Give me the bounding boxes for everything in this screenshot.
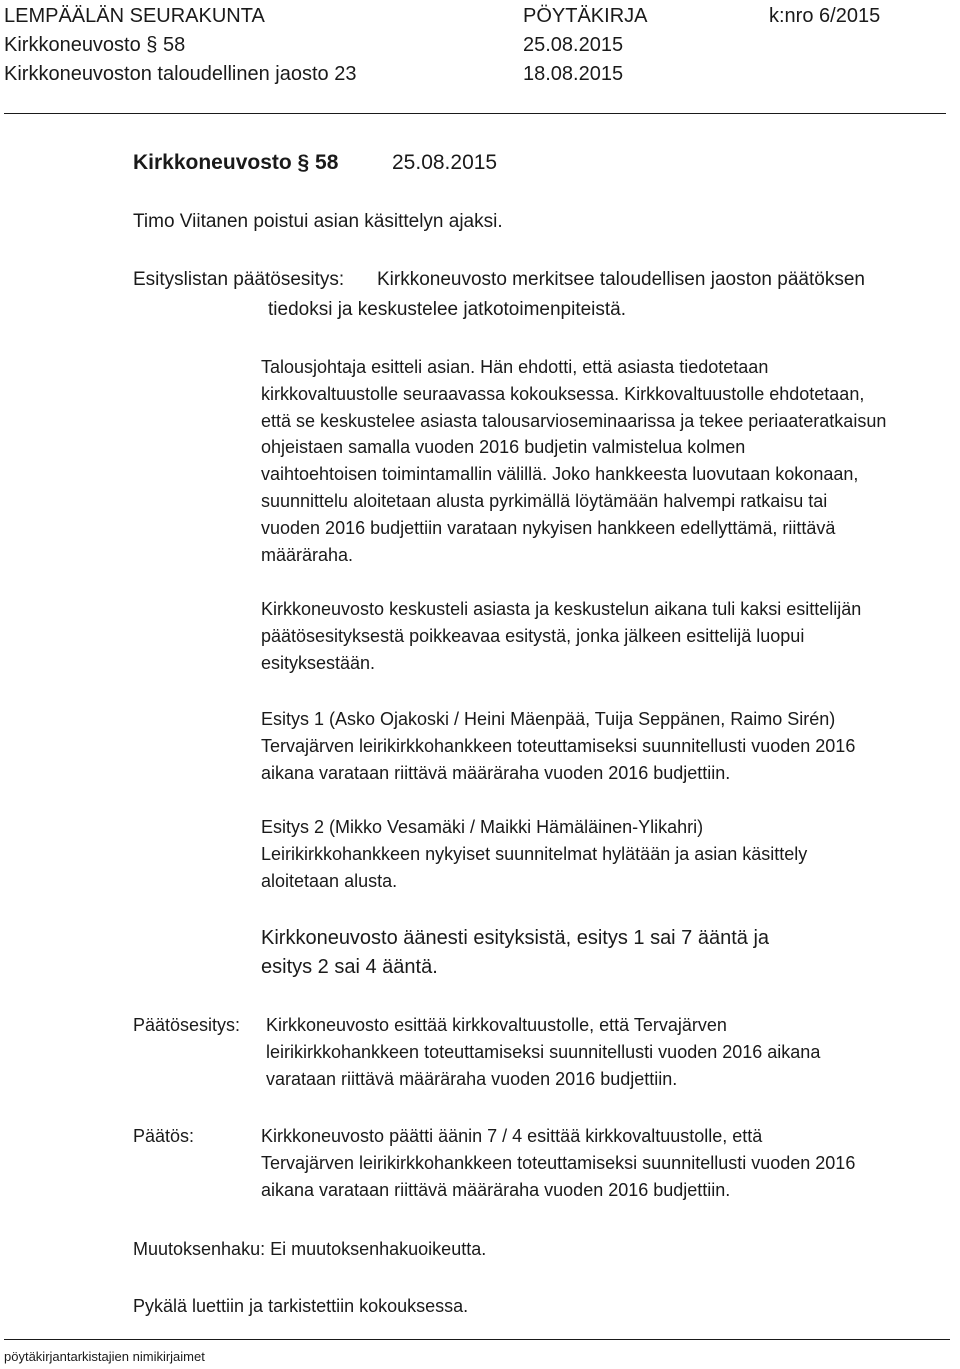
discussion-paragraph	[261, 596, 861, 676]
paragraph-line: Kirkkoneuvosto äänesti esityksistä, esitys 1 sai 7 ääntä ja	[261, 927, 770, 949]
paragraph-line: leirikirkkohankkeen toteuttamiseksi suunnitellusti vuoden 2016 aikana	[266, 1041, 821, 1062]
paragraph-line: esitys 2 sai 4 ääntä.	[261, 956, 438, 978]
paragraph-line: esityksestään.	[261, 652, 376, 673]
footer-initials-label: pöytäkirjantarkistajien nimikirjaimet	[4, 1349, 205, 1364]
paragraph-line: Esitys 1 (Asko Ojakoski / Heini Mäenpää, Tuija Seppänen, Raimo Sirén)	[261, 709, 836, 729]
agenda-proposal-line: tiedoksi ja keskustelee jatkotoimenpiteistä.	[268, 299, 627, 320]
paragraph-line: ohjeistaen samalla vuoden 2016 budjetin valmistelua kolmen	[261, 437, 746, 458]
paragraph-line: määräraha.	[261, 544, 354, 565]
section-title: Kirkkoneuvosto § 58	[133, 151, 339, 174]
doc-type: PÖYTÄKIRJA	[523, 5, 648, 27]
header-committee-date: 18.08.2015	[523, 63, 624, 85]
agenda-proposal-label: Esityslistan päätösesitys:	[133, 269, 345, 290]
agenda-proposal-line: Kirkkoneuvosto merkitsee taloudellisen jaoston päätöksen	[377, 269, 865, 290]
decision-label: Päätös:	[133, 1126, 195, 1146]
header-committee-label: Kirkkoneuvoston taloudellinen jaosto 23	[4, 63, 357, 85]
paragraph-line: aikana varataan riittävä määräraha vuoden 2016 budjettiin.	[261, 762, 731, 783]
recusal-note: Timo Viitanen poistui asian käsittelyn ajaksi.	[133, 211, 503, 232]
header-rule	[4, 113, 946, 114]
paragraph-line: varataan riittävä määräraha vuoden 2016 budjettiin.	[266, 1068, 678, 1089]
intro-paragraph	[261, 354, 886, 568]
decision-proposal-label: Päätösesitys:	[133, 1015, 241, 1035]
header-council-date: 25.08.2015	[523, 34, 624, 56]
paragraph-line: Tervajärven leirikirkkohankkeen toteuttamiseksi suunnitellusti vuoden 2016	[261, 1152, 856, 1173]
decision-proposal-text	[266, 1012, 820, 1092]
paragraph-line: vuoden 2016 budjettiin varataan nykyisen hankkeen edellyttämä, riittävä	[261, 517, 836, 538]
appeal-note: Muutoksenhaku: Ei muutoksenhakuoikeutta.	[133, 1239, 487, 1259]
motion-1	[261, 706, 855, 786]
org-name: LEMPÄÄLÄN SEURAKUNTA	[4, 5, 265, 27]
paragraph-line: kirkkovaltuustolle seuraavassa kokouksessa. Kirkkovaltuustolle ehdotetaan,	[261, 383, 865, 404]
decision-text	[261, 1123, 855, 1203]
motion-2	[261, 814, 807, 894]
paragraph-line: aloitetaan alusta.	[261, 870, 398, 891]
doc-number: k:nro 6/2015	[769, 5, 881, 27]
vote-result	[261, 924, 769, 982]
paragraph-line: Talousjohtaja esitteli asian. Hän ehdotti, että asiasta tiedotetaan	[261, 357, 769, 377]
paragraph-line: Tervajärven leirikirkkohankkeen toteuttamiseksi suunnitellusti vuoden 2016	[261, 735, 856, 756]
paragraph-line: päätösesityksestä poikkeavaa esitystä, jonka jälkeen esittelijä luopui	[261, 625, 805, 646]
header-council-label: Kirkkoneuvosto § 58	[4, 34, 186, 56]
paragraph-line: Leirikirkkohankkeen nykyiset suunnitelmat hylätään ja asian käsittely	[261, 843, 808, 864]
paragraph-line: Kirkkoneuvosto esittää kirkkovaltuustolle, että Tervajärven	[266, 1015, 727, 1035]
paragraph-line: aikana varataan riittävä määräraha vuoden 2016 budjettiin.	[261, 1179, 731, 1200]
paragraph-line: vaihtoehtoisen toimintamallin välillä. Joko hankkeesta luovutaan kokonaan,	[261, 464, 859, 485]
paragraph-line: Esitys 2 (Mikko Vesamäki / Maikki Hämäläinen-Ylikahri)	[261, 817, 704, 837]
paragraph-line: Kirkkoneuvosto keskusteli asiasta ja keskustelun aikana tuli kaksi esittelijän	[261, 599, 862, 619]
paragraph-line: Kirkkoneuvosto päätti äänin 7 / 4 esittää kirkkovaltuustolle, että	[261, 1126, 763, 1146]
section-date: 25.08.2015	[392, 151, 498, 174]
paragraph-line: että se keskustelee asiasta talousarvioseminaarissa ja tekee periaateratkaisun	[261, 410, 887, 431]
footer-rule	[4, 1339, 950, 1340]
paragraph-line: suunnittelu aloitetaan alusta pyrkimällä löytämään halvempi ratkaisu tai	[261, 490, 828, 511]
approval-note: Pykälä luettiin ja tarkistettiin kokouksessa.	[133, 1296, 469, 1316]
